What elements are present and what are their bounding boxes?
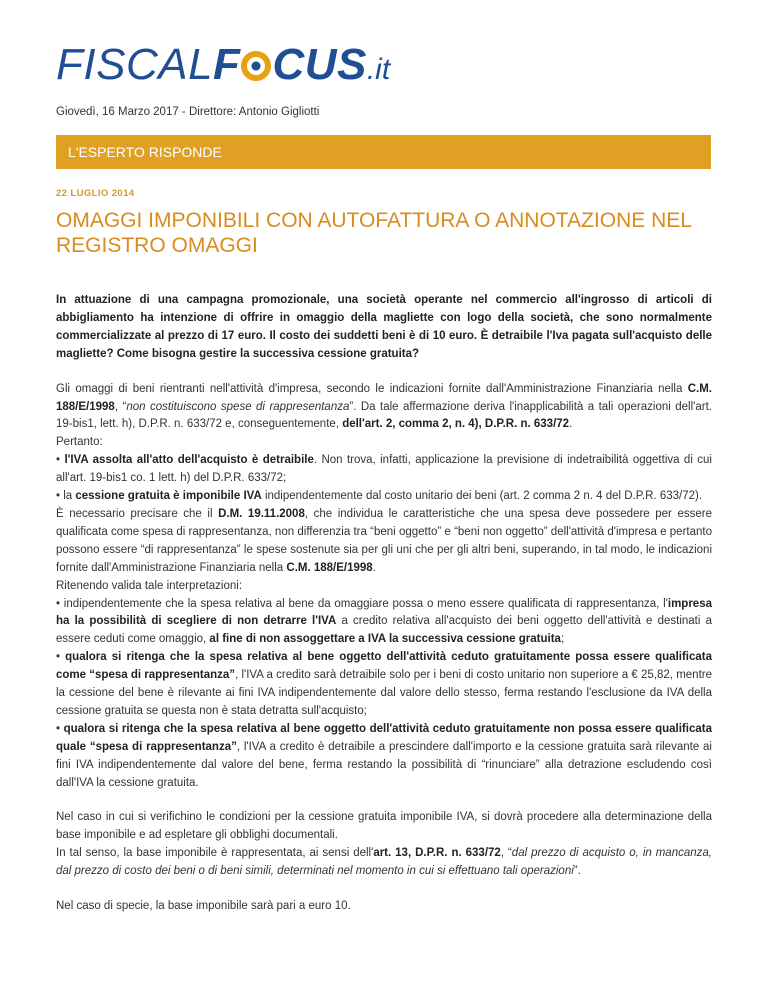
article-body: [56, 292, 712, 916]
bullet-spesa-rappresentanza: • qualora si ritenga che la spesa relativa al bene oggetto dell'attività ceduto gratuitamente possa essere qualificata come “spesa di rappresentanza”, l'IVA a credito sarà detraibile solo per i beni di costo unitario non superiore a € 25,82, mentre la cessione del bene è rilevante ai fini IVA indipendentemente dal valore dello stesso, ferma restando l'esclusione da IVA della cessione gratuita se questa non è stata detratta sull'acquisto;: [56, 651, 712, 717]
answer-paragraph-5: In tal senso, la base imponibile è rappresentata, ai sensi dell'art. 13, D.P.R. n. 633/72, “dal prezzo di acquisto o, in mancanza, dal prezzo di costo dei beni o di beni simili, determinati nel momento in cui si effettuano tali operazioni”.: [56, 847, 712, 878]
answer-paragraph-3: Ritenendo valida tale interpretazioni:: [56, 579, 243, 592]
pertanto-line: Pertanto:: [56, 436, 103, 449]
answer-paragraph-1: Gli omaggi di beni rientranti nell'attività d'impresa, secondo le indicazioni fornite dall'Amministrazione Finanziaria nella C.M. 188/E/1998, “non costituiscono spese di rappresentanza”. Da tale affermazione deriva l'inapplicabilità a tali operazioni dell'art. 19-bis1, lett. h), D.P.R. n. 633/72 e, conseguentemente, dell'art. 2, comma 2, n. 4), D.P.R. n. 633/72.: [56, 382, 712, 431]
question-paragraph: In attuazione di una campagna promozionale, una società operante nel commercio all'ingrosso di articoli di abbigliamento ha intenzione di offrire in omaggio della magliette con logo della società, che sono normalmente commercializzate al prezzo di 17 euro. Il costo dei suddetti beni è di 10 euro. È detraibile l'Iva pagata sull'acquisto delle magliette? Come bisogna gestire la successiva cessione gratuita?: [56, 294, 712, 360]
article-date: 22 LUGLIO 2014: [56, 188, 135, 199]
answer-paragraph-4: Nel caso in cui si verifichino le condizioni per la cessione gratuita imponibile IVA, si dovrà procedere alla determinazione della base imponibile e ad espletare gli obblighi documentali.: [56, 811, 712, 842]
bullet-scelta-detrazione: • indipendentemente che la spesa relativa al bene da omaggiare possa o meno essere qualificata di rappresentanza, l'impresa ha la possibilità di scegliere di non detrarre l'IVA a credito relativa all'acquisto dei beni oggetto dell'attività e destinati a essere ceduti come omaggio, al fine di non assoggettare a IVA la successiva cessione gratuita;: [56, 597, 712, 646]
answer-paragraph-2: È necessario precisare che il D.M. 19.11.2008, che individua le caratteristiche che una spesa deve possedere per essere qualificata come spesa di rappresentanza, non differenzia tra “beni oggetto” e “beni non oggetto” dell'attività d'impresa e pertanto possono essere “di rappresentanza” le spese sostenute sia per gli uni che per gli altri beni, superando, in tal modo, le indicazioni fornite dall'Amministrazione Finanziaria nella C.M. 188/E/1998.: [56, 507, 712, 574]
bullet-non-rappresentanza: • qualora si ritenga che la spesa relativa al bene oggetto dell'attività ceduto gratuitamente non possa essere qualificata quale “spesa di rappresentanza”, l'IVA a credito è detraibile a prescindere dall'importo e la cessione gratuita sarà rilevante ai fini IVA indipendentemente dal valore del bene, ferma restando la possibilità di “rinunciare” alla detrazione escludendo così dall'IVA la cessione gratuita.: [56, 722, 712, 789]
logo-text-fiscal: FISCAL: [56, 40, 214, 89]
section-banner[interactable]: L'ESPERTO RISPONDE: [56, 135, 711, 169]
logo-target-icon: [241, 51, 271, 81]
logo-text-focus: F CUS: [213, 40, 367, 89]
fiscalfocus-logo[interactable]: [56, 40, 390, 96]
bullet-cessione-imponibile: • la cessione gratuita è imponibile IVA indipendentemente dal costo unitario dei beni (art. 2 comma 2 n. 4 del D.P.R. 633/72).: [56, 490, 703, 503]
masthead-date-director: Giovedì, 16 Marzo 2017 - Direttore: Antonio Gigliotti: [56, 106, 320, 118]
answer-paragraph-6: Nel caso di specie, la base imponibile sarà pari a euro 10.: [56, 900, 351, 913]
bullet-iva-detraibile: • l'IVA assolta all'atto dell'acquisto è detraibile. Non trova, infatti, applicazione la previsione di indetraibilità oggettiva di cui all'art. 19-bis1 co. 1 lett. h) del D.P.R. 633/72;: [56, 454, 712, 485]
article-title: OMAGGI IMPONIBILI CON AUTOFATTURA O ANNOTAZIONE NEL REGISTRO OMAGGI: [56, 209, 692, 257]
logo-text-suffix: .it: [366, 53, 391, 86]
